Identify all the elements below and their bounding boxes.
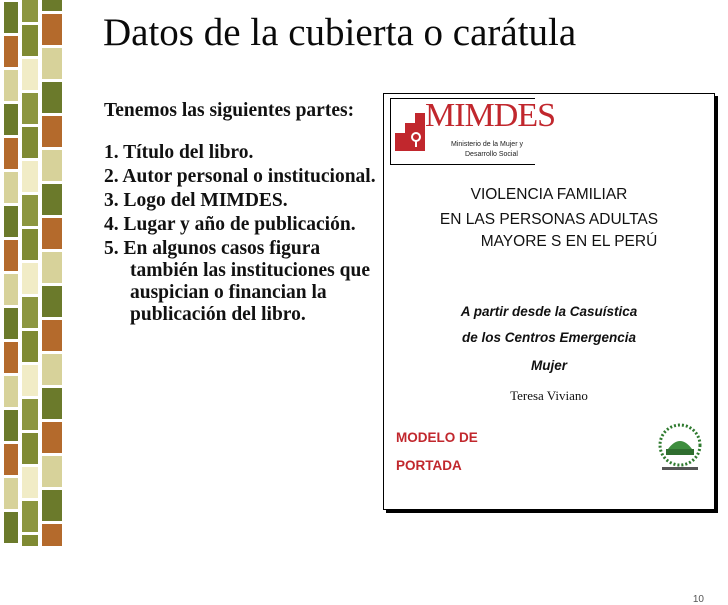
list-item: 4. Lugar y año de publicación. (104, 214, 356, 235)
band-cell (22, 161, 38, 192)
parts-list (104, 100, 379, 328)
logo-subtitle-line1: Ministerio de la Mujer y (451, 141, 523, 148)
band-cell (22, 25, 38, 56)
cover-subtitle-line1: A partir desde la Casuística (460, 304, 638, 319)
cover-title-line2: EN LAS PERSONAS ADULTAS (439, 211, 659, 228)
list-item: 2. Autor personal o institucional. (104, 166, 376, 187)
band-cell (42, 116, 62, 147)
cover-mockup (383, 93, 715, 605)
band-cell (4, 36, 18, 67)
model-label-line2: PORTADA (396, 458, 462, 473)
band-cell (4, 342, 18, 373)
cover-subtitle-line2: de los Centros Emergencia (461, 330, 637, 345)
band-cell (4, 70, 18, 101)
band-cell (42, 456, 62, 487)
band-cell (4, 206, 18, 237)
band-cell (22, 127, 38, 158)
band-cell (42, 218, 62, 249)
band-cell (4, 478, 18, 509)
band-cell (22, 229, 38, 260)
band-cell (42, 48, 62, 79)
slide-title: Datos de la cubierta o carátula (103, 11, 577, 54)
band-cell (42, 14, 62, 45)
cover-author: Teresa Viviano (510, 388, 588, 403)
cover-title-line3: MAYORE S EN EL PERÚ (480, 233, 658, 250)
band-cell (4, 308, 18, 339)
band-cell (4, 138, 18, 169)
list-intro: Tenemos las siguientes partes: (104, 100, 355, 121)
band-cell (22, 331, 38, 362)
cover-title-line1: VIOLENCIA FAMILIAR (470, 186, 628, 203)
band-cell (42, 0, 62, 11)
band-cell (22, 535, 38, 546)
model-label-line1: MODELO DE (396, 430, 478, 445)
band-cell (22, 263, 38, 294)
band-cell (4, 444, 18, 475)
band-cell (42, 524, 62, 546)
list-item: 3. Logo del MIMDES. (104, 190, 288, 211)
band-cell (4, 172, 18, 203)
band-cell (22, 501, 38, 532)
mimdes-logo-icon (395, 111, 427, 151)
band-cell (42, 286, 62, 317)
band-cell (4, 104, 18, 135)
page-number: 10 (692, 594, 704, 605)
band-cell (4, 274, 18, 305)
band-cell (42, 82, 62, 113)
band-cell (42, 252, 62, 283)
band-cell (42, 150, 62, 181)
band-cell (42, 184, 62, 215)
band-cell (22, 297, 38, 328)
band-cell (42, 354, 62, 385)
mimdes-logo (390, 97, 556, 165)
band-cell (42, 320, 62, 351)
logo-wordmark: MIMDES (425, 97, 556, 134)
band-cell (22, 195, 38, 226)
cover-subtitle-line3: Mujer (530, 358, 567, 373)
list-item: 1. Título del libro. (104, 142, 254, 163)
band-cell (42, 388, 62, 419)
logo-subtitle-line2: Desarrollo Social (465, 151, 518, 158)
band-cell (22, 0, 38, 22)
band-cell (22, 467, 38, 498)
band-cell (4, 410, 18, 441)
band-cell (22, 365, 38, 396)
band-cell (22, 59, 38, 90)
band-cell (22, 93, 38, 124)
band-cell (22, 433, 38, 464)
band-cell (4, 2, 18, 33)
sponsor-seal-icon (650, 419, 710, 479)
band-cell (42, 422, 62, 453)
band-cell (42, 490, 62, 521)
band-cell (4, 240, 18, 271)
decorative-side-band (0, 0, 68, 546)
band-cell (4, 376, 18, 407)
band-cell (4, 512, 18, 543)
list-item: 5. En algunos casos figura también las instituciones que auspician o financian la publicación del libro. (104, 238, 370, 325)
band-cell (22, 399, 38, 430)
